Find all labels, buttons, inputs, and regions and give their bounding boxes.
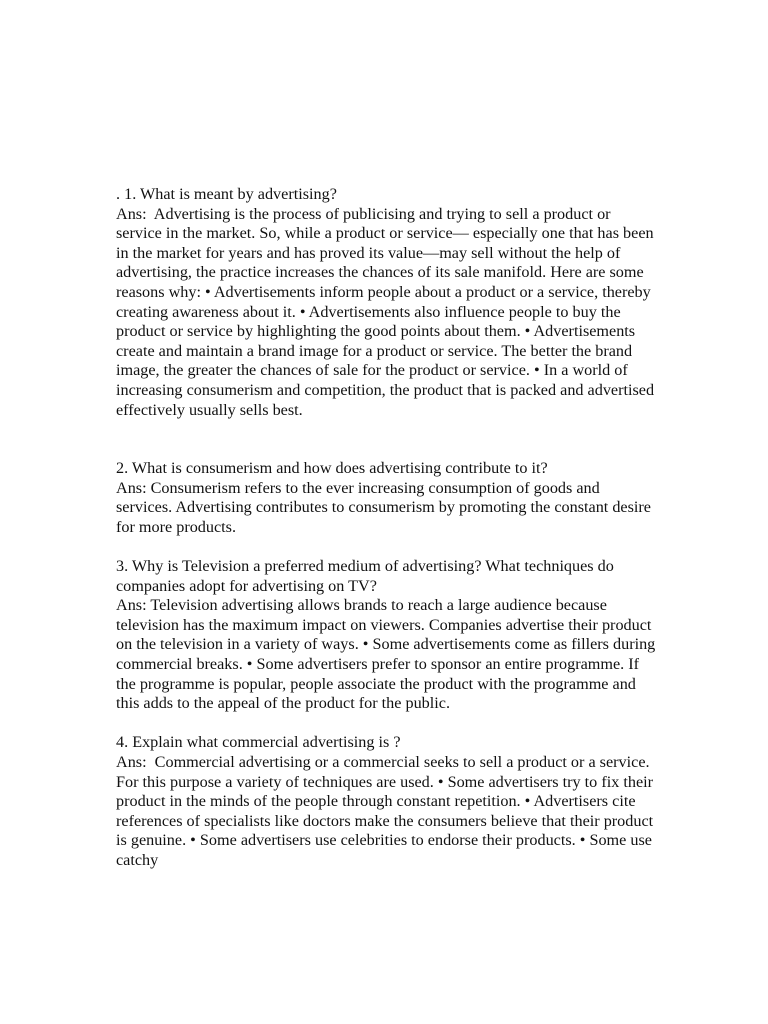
- qa-item-1: [116, 185, 659, 420]
- answer-1: Ans: Advertising is the process of publicising and trying to sell a product or service in the market. So, while a product or service— especially one that has been in the market for years and has proved its value—may sell without the help of advertising, the practice increases the chances of its sale manifold. Here are some reasons why: • Advertisements inform people about a product or a service, thereby creating awareness about it. • Advertisements also influence people to buy the product or service by highlighting the good points about them. • Advertisements create and maintain a brand image for a product or service. The better the brand image, the greater the chances of sale for the product or service. • In a world of increasing consumerism and competition, the product that is packed and advertised effectively usually sells best.: [116, 204, 659, 419]
- question-1: . 1. What is meant by advertising?: [116, 185, 337, 203]
- question-4: 4. Explain what commercial advertising is ?: [116, 733, 401, 752]
- answer-2: Ans: Consumerism refers to the ever increasing consumption of goods and services. Advertising contributes to consumerism by promoting the constant desire for more products.: [116, 478, 656, 536]
- answer-3: Ans: Television advertising allows brands to reach a large audience because television has the maximum impact on viewers. Companies advertise their product on the television in a variety of ways. • Some advertisements come as fillers during commercial breaks. • Some advertisers prefer to sponsor an entire programme. If the programme is popular, people associate the product with the programme and this adds to the appeal of the product for the public.: [116, 596, 660, 713]
- answer-4: Ans: Commercial advertising or a commercial seeks to sell a product or a service. For this purpose a variety of techniques are used. • Some advertisers try to fix their product in the minds of the people through constant repetition. • Advertisers cite references of specialists like doctors make the consumers believe that their product is genuine. • Some advertisers use celebrities to endorse their products. • Some use catchy: [116, 753, 658, 869]
- document-body: [116, 185, 660, 871]
- qa-item-4: [116, 733, 656, 870]
- question-2: 2. What is consumerism and how does advertising contribute to it?: [116, 459, 548, 478]
- qa-item-3: [116, 557, 660, 714]
- qa-item-2: [116, 459, 656, 537]
- question-3: 3. Why is Television a preferred medium of advertising? What techniques do companies adopt for advertising on TV?: [116, 557, 618, 595]
